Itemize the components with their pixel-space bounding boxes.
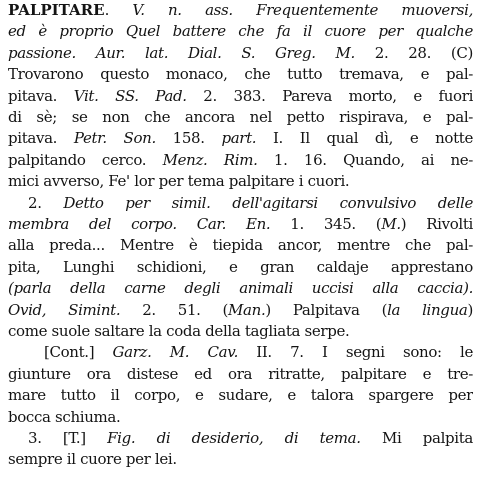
entry-line <box>8 407 473 428</box>
entry-line <box>8 107 473 128</box>
entry-line <box>8 171 473 192</box>
text-run: 158. <box>155 129 222 148</box>
entry-line <box>8 86 473 107</box>
italic-text: ed è proprio Quel battere che fa il cuore per qualche <box>8 22 473 41</box>
italic-text: V. n. ass. Frequentemente muoversi, <box>132 1 473 19</box>
entry-line <box>8 257 473 278</box>
text-run: come suole saltare la coda della tagliata serpe. <box>8 322 350 340</box>
entry-line <box>8 21 473 42</box>
entry-line <box>28 428 473 449</box>
text-run: ) Rivolti <box>400 215 473 233</box>
text-run: Mi palpita <box>360 429 473 447</box>
text-run: sempre il cuore per lei. <box>8 450 177 469</box>
text-run: Trovarono questo monaco, che tutto tremava, e pal- <box>8 65 473 84</box>
text-run: 3. [T.] <box>28 429 108 447</box>
text-run: . <box>104 1 133 19</box>
text-run: giunture ora distese ed ora ritratte, palpitare e tre- <box>8 364 473 383</box>
entry-line <box>8 300 473 321</box>
text-run: di sè; se non che ancora nel petto rispirava, e pal- <box>8 108 473 126</box>
entry-line <box>8 0 473 21</box>
italic-text: (parla della carne degli animali uccisi alla caccia). <box>8 279 473 298</box>
italic-text: part. <box>221 129 257 148</box>
italic-text: passione. Aur. lat. Dial. S. Greg. M. <box>8 43 355 62</box>
headword: PALPITARE <box>8 1 105 19</box>
italic-text: Man. <box>228 300 266 319</box>
text-run: 2. 28. (C) <box>354 43 473 62</box>
entry-line <box>8 128 473 149</box>
text-run: bocca schiuma. <box>8 407 121 426</box>
entry-line <box>8 214 473 235</box>
entry-line <box>8 150 473 171</box>
italic-text: la lingua <box>387 300 468 319</box>
entry-line <box>28 193 473 214</box>
italic-text: membra del corpo. Car. En. <box>8 215 271 233</box>
entry-line <box>8 449 473 470</box>
text-run: pita, Lunghi schidioni, e gran caldaje apprestano <box>8 257 473 276</box>
italic-text: Menz. Rim. <box>162 150 258 169</box>
text-run: [Cont.] <box>44 343 113 362</box>
italic-text: Petr. Son. <box>73 129 156 148</box>
text-run: 1. 345. ( <box>270 215 382 233</box>
text-run: ) <box>467 300 473 319</box>
italic-text: Detto per simil. dell'agitarsi convulsivo delle <box>63 193 473 212</box>
text-run: mare tutto il corpo, e sudare, e talora spargere per <box>8 386 473 405</box>
text-run: palpitando cerco. <box>8 150 163 169</box>
italic-text: Fig. di desiderio, di tema. <box>107 429 361 447</box>
text-run: alla preda... Mentre è tiepida ancor, mentre che pal- <box>8 236 473 255</box>
entry-line <box>8 235 473 256</box>
text-run: mici avverso, Fe' lor per tema palpitare i cuori. <box>8 172 350 191</box>
text-run: II. 7. I segni sono: le <box>237 343 473 362</box>
italic-text: Ovid, Simint. <box>8 300 121 319</box>
text-run: pitava. <box>8 86 74 105</box>
italic-text: M. <box>381 215 401 233</box>
entry-line <box>44 342 473 363</box>
text-run: 2. <box>28 193 64 212</box>
entry-line <box>8 321 473 342</box>
entry-line <box>8 278 473 299</box>
text-run: I. Il qual dì, e notte <box>256 129 473 148</box>
italic-text: Garz. M. Cav. <box>112 343 238 362</box>
entry-line <box>8 64 473 85</box>
entry-line <box>8 364 473 385</box>
text-run: 1. 16. Quando, ai ne- <box>257 150 473 169</box>
entry-line <box>8 43 473 64</box>
entry-line <box>8 385 473 406</box>
text-run: ) Palpitava ( <box>265 300 388 319</box>
text-run: 2. 383. Pareva morto, e fuori <box>186 86 473 105</box>
text-run: pitava. <box>8 129 74 148</box>
text-run: 2. 51. ( <box>120 300 229 319</box>
italic-text: Vit. SS. Pad. <box>73 86 187 105</box>
